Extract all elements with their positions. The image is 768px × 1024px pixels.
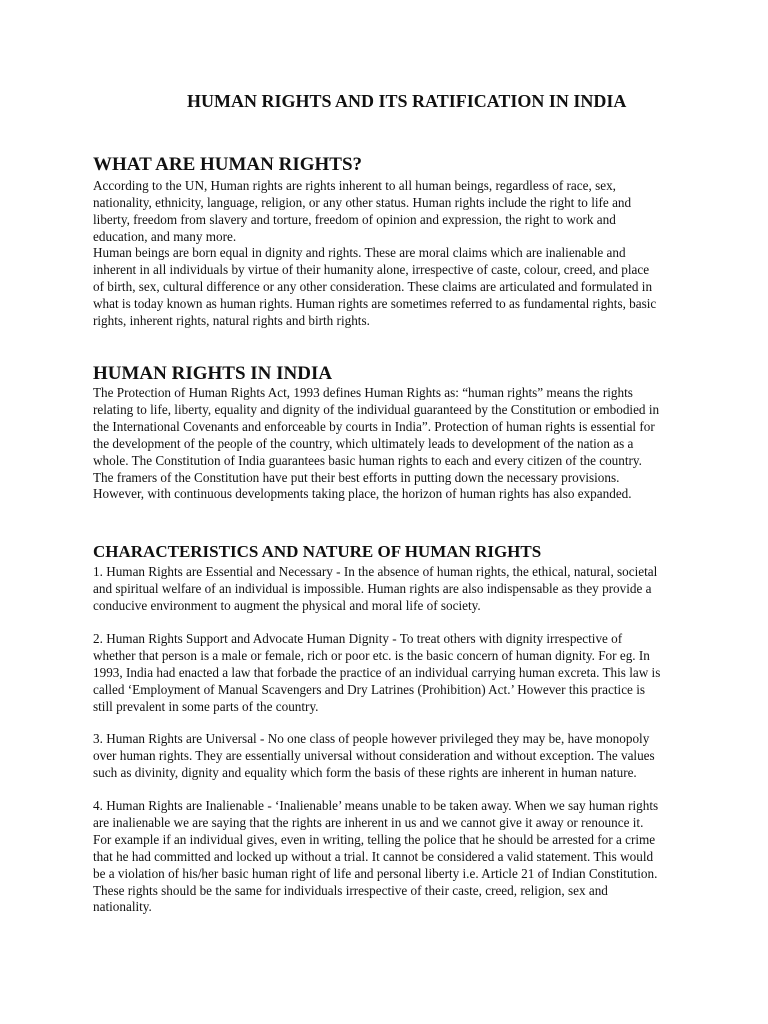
paragraph-un-definition: According to the UN, Human rights are rights inherent to all human beings, regardless of race, sex, nationality, ethnicity, language, religion, or any other status. Human rights include the right to life and liberty, freedom from slavery and torture, freedom of opinion and expression, the right to work and education, and many more. xyxy=(93,178,632,244)
section-heading-human-rights-in-india: HUMAN RIGHTS IN INDIA xyxy=(93,363,333,384)
paragraph-protection-act: The Protection of Human Rights Act, 1993 defines Human Rights as: “human rights” means the rights relating to life, liberty, equality and dignity of the individual guaranteed by the Constitution or embodied in the International Covenants and enforceable by courts in India”. Protection of human rights is essential for the development of the people of the country, which ultimately leads to development of the nation as a whole. The Constitution of India guarantees basic human rights to each and every citizen of the country. The framers of the Constitution have put their best efforts in putting down the necessary provisions. However, with continuous developments taking place, the horizon of human rights has also expanded. xyxy=(93,385,660,502)
paragraph-characteristic-2: 2. Human Rights Support and Advocate Human Dignity - To treat others with dignity irrespective of whether that person is a male or female, rich or poor etc. is the basic concern of human dignity. For eg. In 1993, India had enacted a law that forbade the practice of an individual carrying human excreta. This law is called ‘Employment of Manual Scavengers and Dry Latrines (Prohibition) Act.’ However this practice is still prevalent in some parts of the country. xyxy=(93,631,661,714)
paragraph-characteristic-1: 1. Human Rights are Essential and Necessary - In the absence of human rights, the ethical, natural, societal and spiritual welfare of an individual is impossible. Human rights are also indispensable as they provide a conducive environment to augment the physical and moral life of society. xyxy=(93,564,658,613)
document-title: HUMAN RIGHTS AND ITS RATIFICATION IN INDIA xyxy=(187,91,627,111)
paragraph-characteristic-3: 3. Human Rights are Universal - No one class of people however privileged they may be, have monopoly over human rights. They are essentially universal without consideration and without exception. The values such as divinity, dignity and equality which form the basis of these rights are inherent in human nature. xyxy=(93,731,655,780)
paragraph-born-equal: Human beings are born equal in dignity and rights. These are moral claims which are inalienable and inherent in all individuals by virtue of their humanity alone, irrespective of caste, colour, creed, and place of birth, sex, cultural difference or any other consideration. These claims are articulated and formulated in what is today known as human rights. Human rights are sometimes referred to as fundamental rights, basic rights, inherent rights, natural rights and birth rights. xyxy=(93,245,657,328)
section-heading-characteristics: CHARACTERISTICS AND NATURE OF HUMAN RIGHTS xyxy=(93,542,542,561)
paragraph-characteristic-4: 4. Human Rights are Inalienable - ‘Inalienable’ means unable to be taken away. When we say human rights are inalienable we are saying that the rights are inherent in us and we cannot give it away or renounce it. For example if an individual gives, even in writing, telling the police that he should be arrested for a crime that he had committed and locked up without a trial. It cannot be considered a valid statement. This would be a violation of his/her basic human right of life and personal liberty i.e. Article 21 of Indian Constitution. These rights should be the same for individuals irrespective of their caste, creed, religion, sex and nationality. xyxy=(93,798,659,915)
section-heading-what-are-human-rights: WHAT ARE HUMAN RIGHTS? xyxy=(93,154,363,175)
